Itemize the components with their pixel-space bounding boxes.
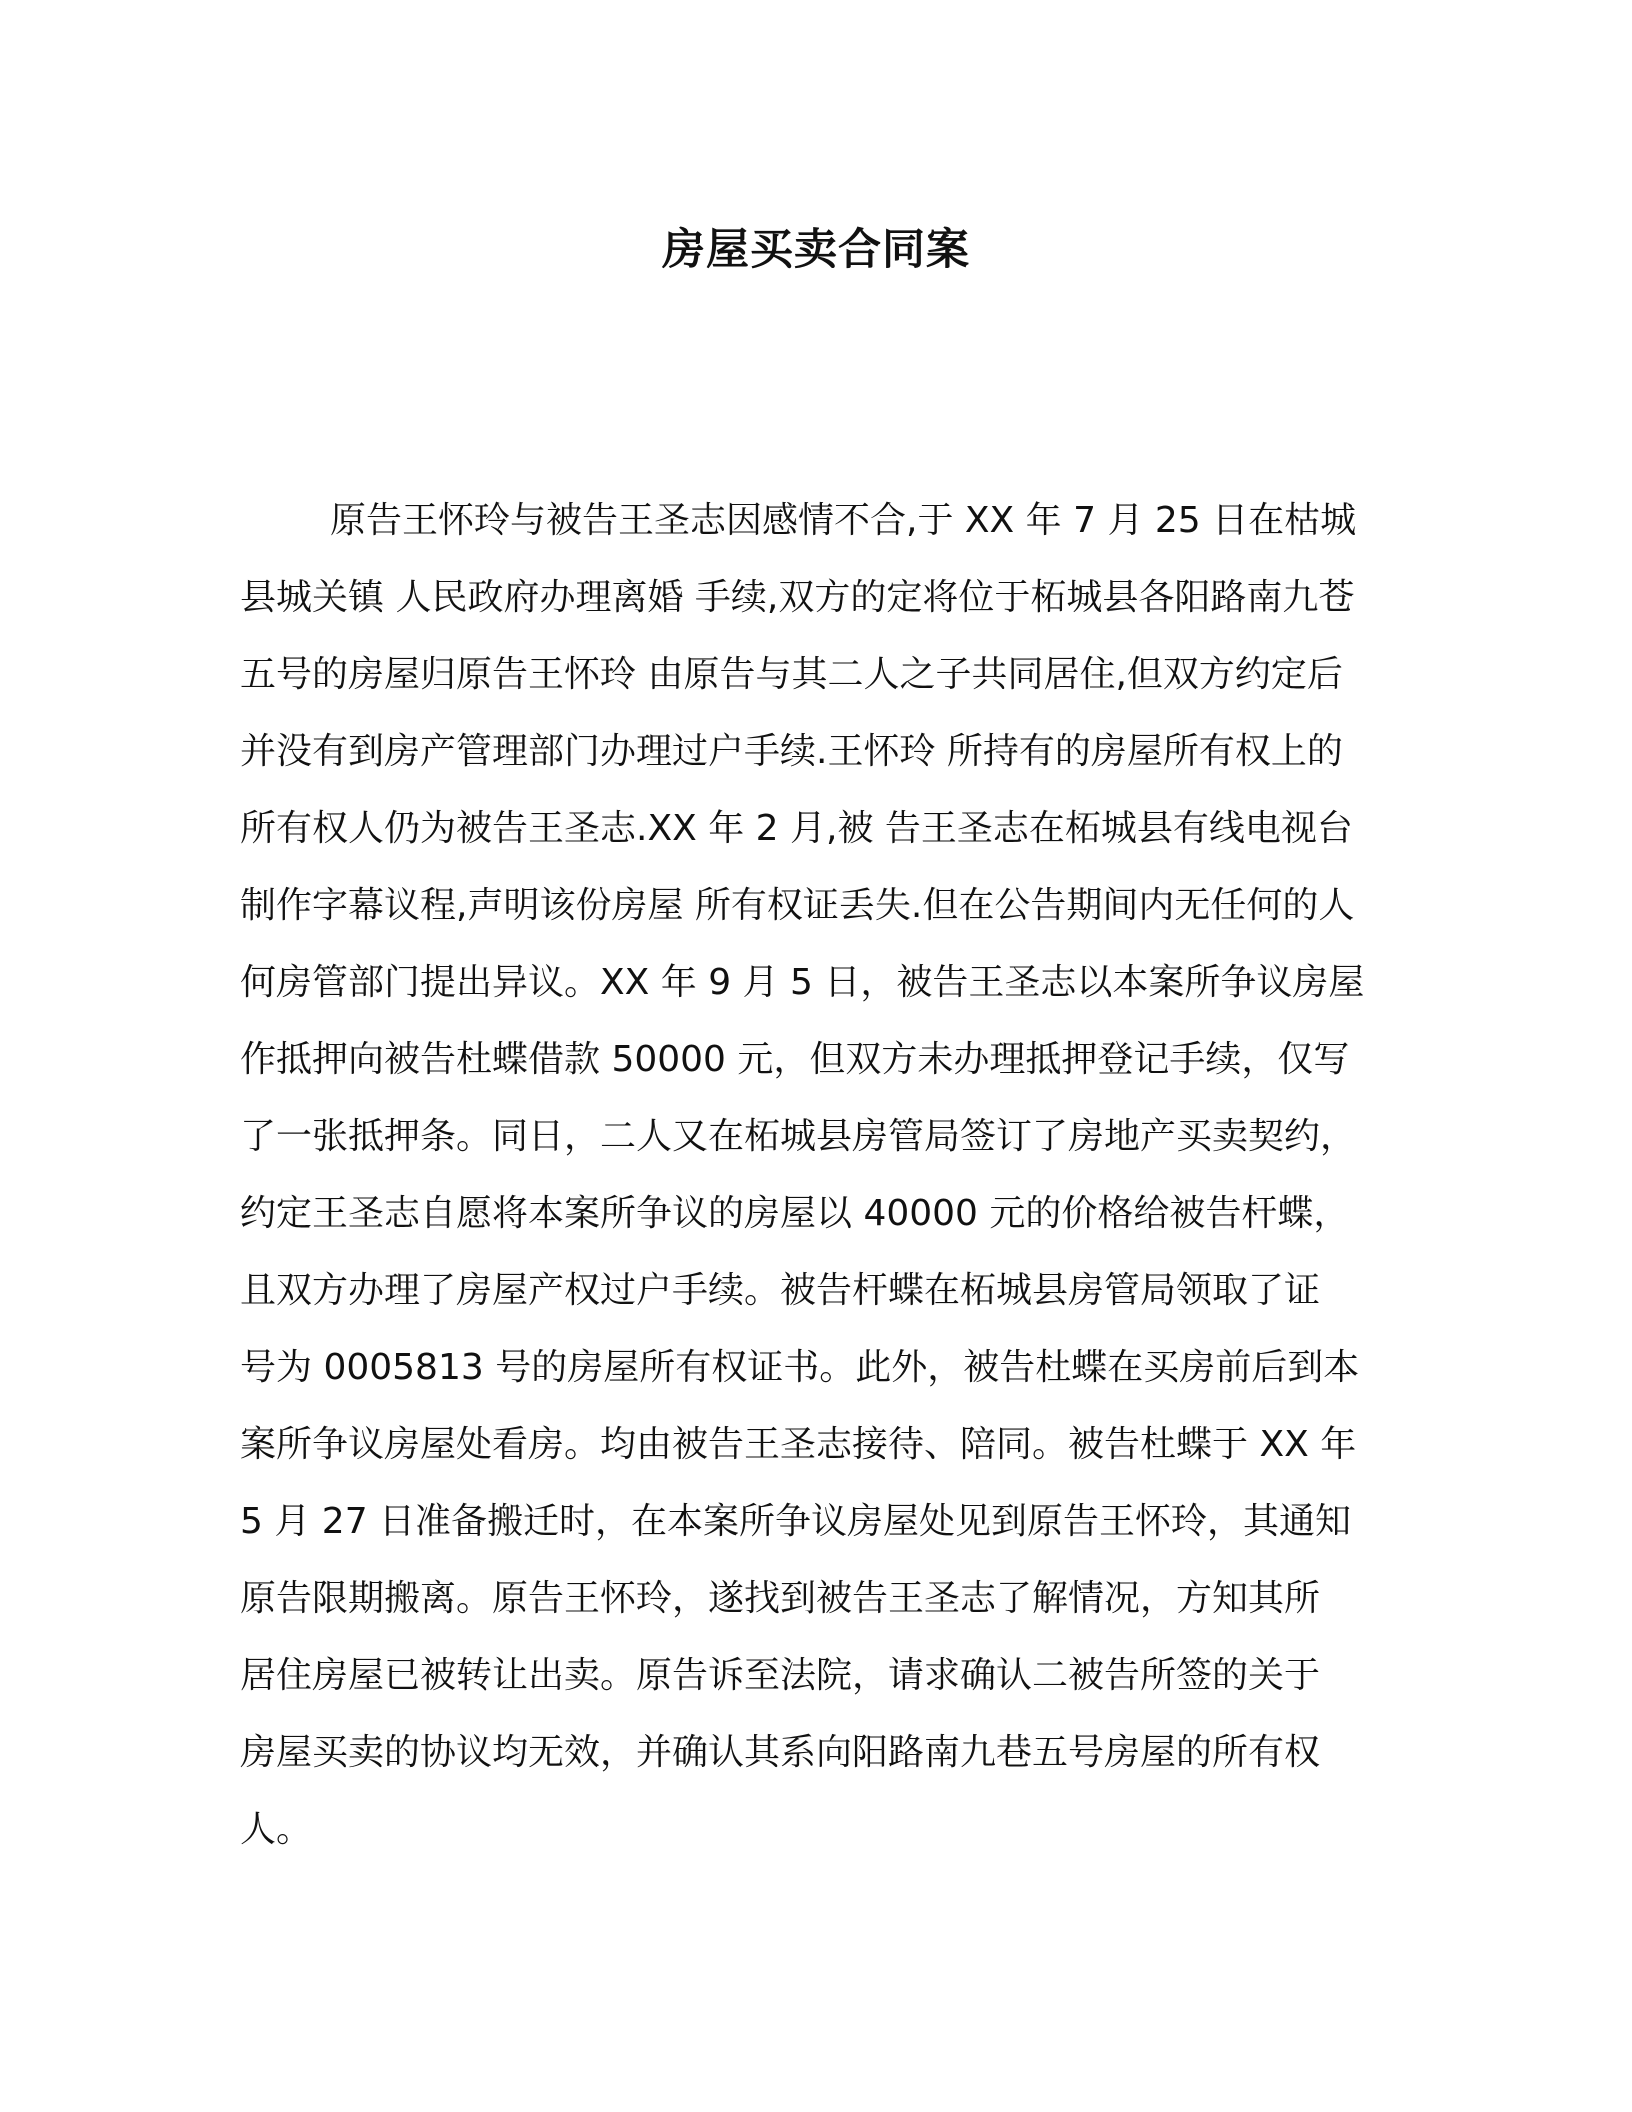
body-line: 居住房屋已被转让出卖。原告诉至法院，请求确认二被告所签的关于 (240, 1655, 1321, 1696)
body-line: 5 月 27 日准备搬迁时，在本案所争议房屋处见到原告王怀玲，其通知 (240, 1501, 1352, 1542)
body-line: 人。 (240, 1809, 313, 1850)
body-line: 五号的房屋归原告王怀玲 由原告与其二人之子共同居住,但双方约定后 (240, 654, 1343, 695)
body-line: 原告王怀玲与被告王圣志因感情不合,于 XX 年 7 月 25 日在枯城 (330, 500, 1357, 541)
body-line: 号为 0005813 号的房屋所有权证书。此外，被告杜蝶在买房前后到本 (240, 1347, 1360, 1388)
document-title: 房屋买卖合同案 (662, 225, 970, 275)
body-line: 案所争议房屋处看房。均由被告王圣志接待、陪同。被告杜蝶于 XX 年 (240, 1424, 1357, 1465)
body-line: 且双方办理了房屋产权过户手续。被告杆蝶在柘城县房管局领取了证 (240, 1270, 1321, 1311)
body-line: 县城关镇 人民政府办理离婚 手续,双方的定将位于柘城县各阳路南九苍 (240, 577, 1355, 618)
body-line: 所有权人仍为被告王圣志.XX 年 2 月,被 告王圣志在柘城县有线电视台 (240, 808, 1353, 849)
body-line: 何房管部门提出异议。XX 年 9 月 5 日，被告王圣志以本案所争议房屋 (240, 962, 1365, 1003)
body-line: 作抵押向被告杜蝶借款 50000 元，但双方未办理抵押登记手续，仅写 (240, 1039, 1350, 1080)
body-line: 制作字幕议程,声明该份房屋 所有权证丢失.但在公告期间内无任何的人 (240, 885, 1355, 926)
body-line: 约定王圣志自愿将本案所争议的房屋以 40000 元的价格给被告杆蝶， (240, 1193, 1350, 1234)
body-line: 原告限期搬离。原告王怀玲，遂找到被告王圣志了解情况，方知其所 (240, 1578, 1321, 1619)
body-line: 了一张抵押条。同日，二人又在柘城县房管局签订了房地产买卖契约， (240, 1116, 1357, 1157)
body-line: 房屋买卖的协议均无效，并确认其系向阳路南九巷五号房屋的所有权 (240, 1732, 1321, 1773)
body-line: 并没有到房产管理部门办理过户手续.王怀玲 所持有的房屋所有权上的 (240, 731, 1343, 772)
